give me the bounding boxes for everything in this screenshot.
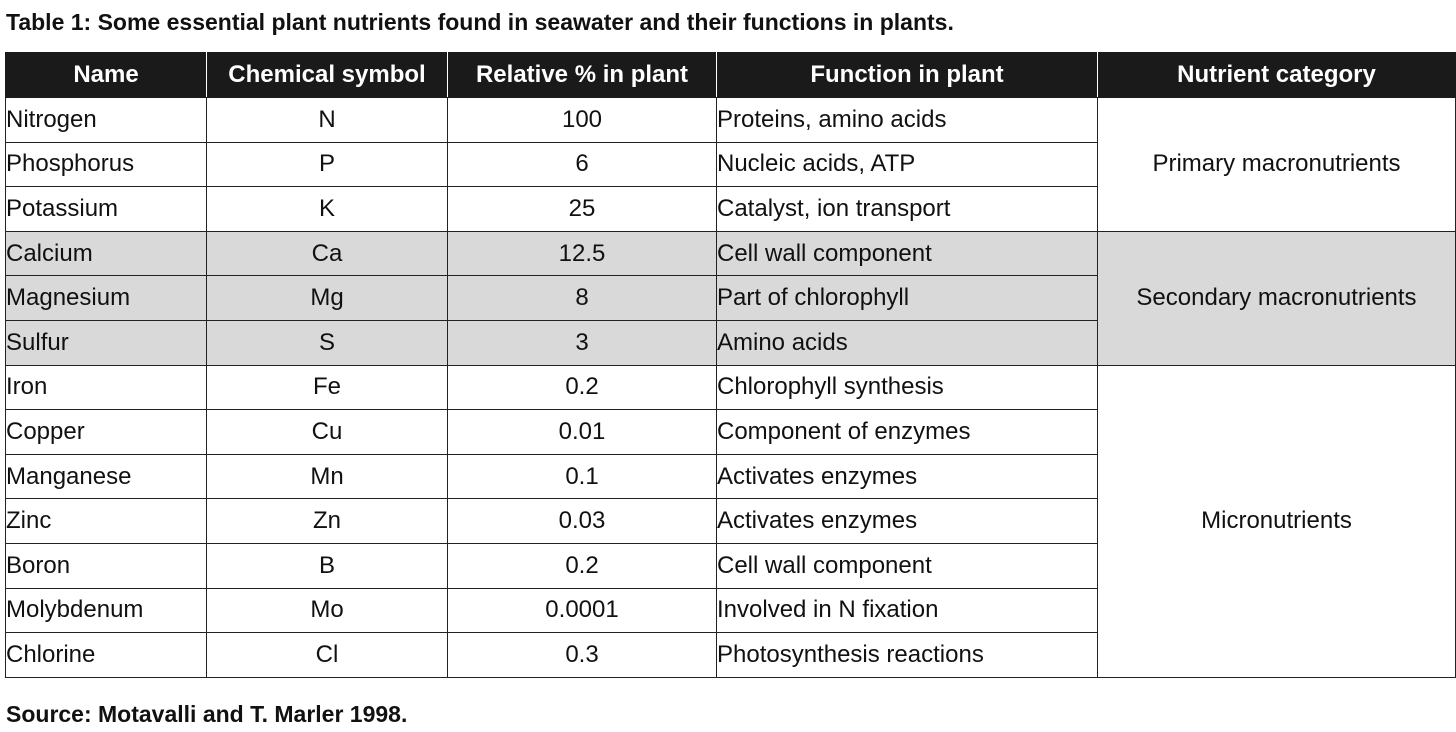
cell-percent: 6 — [448, 142, 717, 187]
cell-percent: 8 — [448, 276, 717, 321]
table-caption: Table 1: Some essential plant nutrients found in seawater and their functions in plants. — [6, 9, 954, 35]
cell-name: Zinc — [6, 499, 207, 544]
header-nutrient-category: Nutrient category — [1098, 53, 1456, 98]
cell-symbol: Mo — [207, 588, 448, 633]
cell-symbol: P — [207, 142, 448, 187]
cell-name: Copper — [6, 410, 207, 455]
cell-percent: 0.0001 — [448, 588, 717, 633]
cell-function: Nucleic acids, ATP — [717, 142, 1098, 187]
table-row — [6, 98, 1456, 143]
cell-function: Part of chlorophyll — [717, 276, 1098, 321]
cell-percent: 0.03 — [448, 499, 717, 544]
category-primary-macronutrients: Primary macronutrients — [1098, 98, 1456, 232]
source-note: Source: Motavalli and T. Marler 1998. — [6, 701, 408, 727]
cell-function: Proteins, amino acids — [717, 98, 1098, 143]
cell-function: Involved in N fixation — [717, 588, 1098, 633]
cell-symbol: Zn — [207, 499, 448, 544]
cell-name: Sulfur — [6, 320, 207, 365]
cell-symbol: K — [207, 187, 448, 232]
cell-function: Activates enzymes — [717, 499, 1098, 544]
cell-function: Chlorophyll synthesis — [717, 365, 1098, 410]
cell-function: Component of enzymes — [717, 410, 1098, 455]
cell-symbol: N — [207, 98, 448, 143]
cell-function: Activates enzymes — [717, 454, 1098, 499]
cell-name: Chlorine — [6, 633, 207, 678]
cell-name: Phosphorus — [6, 142, 207, 187]
cell-name: Manganese — [6, 454, 207, 499]
cell-name: Nitrogen — [6, 98, 207, 143]
cell-function: Amino acids — [717, 320, 1098, 365]
table-row — [6, 231, 1456, 276]
cell-percent: 100 — [448, 98, 717, 143]
cell-percent: 3 — [448, 320, 717, 365]
cell-name: Boron — [6, 543, 207, 588]
cell-percent: 0.2 — [448, 365, 717, 410]
cell-percent: 0.1 — [448, 454, 717, 499]
header-relative-percent: Relative % in plant — [448, 53, 717, 98]
cell-function: Catalyst, ion transport — [717, 187, 1098, 232]
cell-symbol: B — [207, 543, 448, 588]
cell-function: Cell wall component — [717, 231, 1098, 276]
category-micronutrients: Micronutrients — [1098, 365, 1456, 677]
cell-name: Calcium — [6, 231, 207, 276]
table-row — [6, 365, 1456, 410]
cell-name: Magnesium — [6, 276, 207, 321]
cell-symbol: Mn — [207, 454, 448, 499]
category-secondary-macronutrients: Secondary macronutrients — [1098, 231, 1456, 365]
cell-name: Iron — [6, 365, 207, 410]
cell-name: Potassium — [6, 187, 207, 232]
cell-symbol: Ca — [207, 231, 448, 276]
header-name: Name — [6, 53, 207, 98]
cell-symbol: S — [207, 320, 448, 365]
cell-name: Molybdenum — [6, 588, 207, 633]
cell-function: Photosynthesis reactions — [717, 633, 1098, 678]
header-chemical-symbol: Chemical symbol — [207, 53, 448, 98]
cell-percent: 25 — [448, 187, 717, 232]
cell-percent: 0.2 — [448, 543, 717, 588]
cell-symbol: Cl — [207, 633, 448, 678]
header-function: Function in plant — [717, 53, 1098, 98]
cell-symbol: Cu — [207, 410, 448, 455]
cell-percent: 0.01 — [448, 410, 717, 455]
cell-symbol: Mg — [207, 276, 448, 321]
header-row — [6, 53, 1456, 98]
cell-percent: 12.5 — [448, 231, 717, 276]
cell-percent: 0.3 — [448, 633, 717, 678]
nutrient-table — [5, 52, 1456, 678]
cell-function: Cell wall component — [717, 543, 1098, 588]
cell-symbol: Fe — [207, 365, 448, 410]
